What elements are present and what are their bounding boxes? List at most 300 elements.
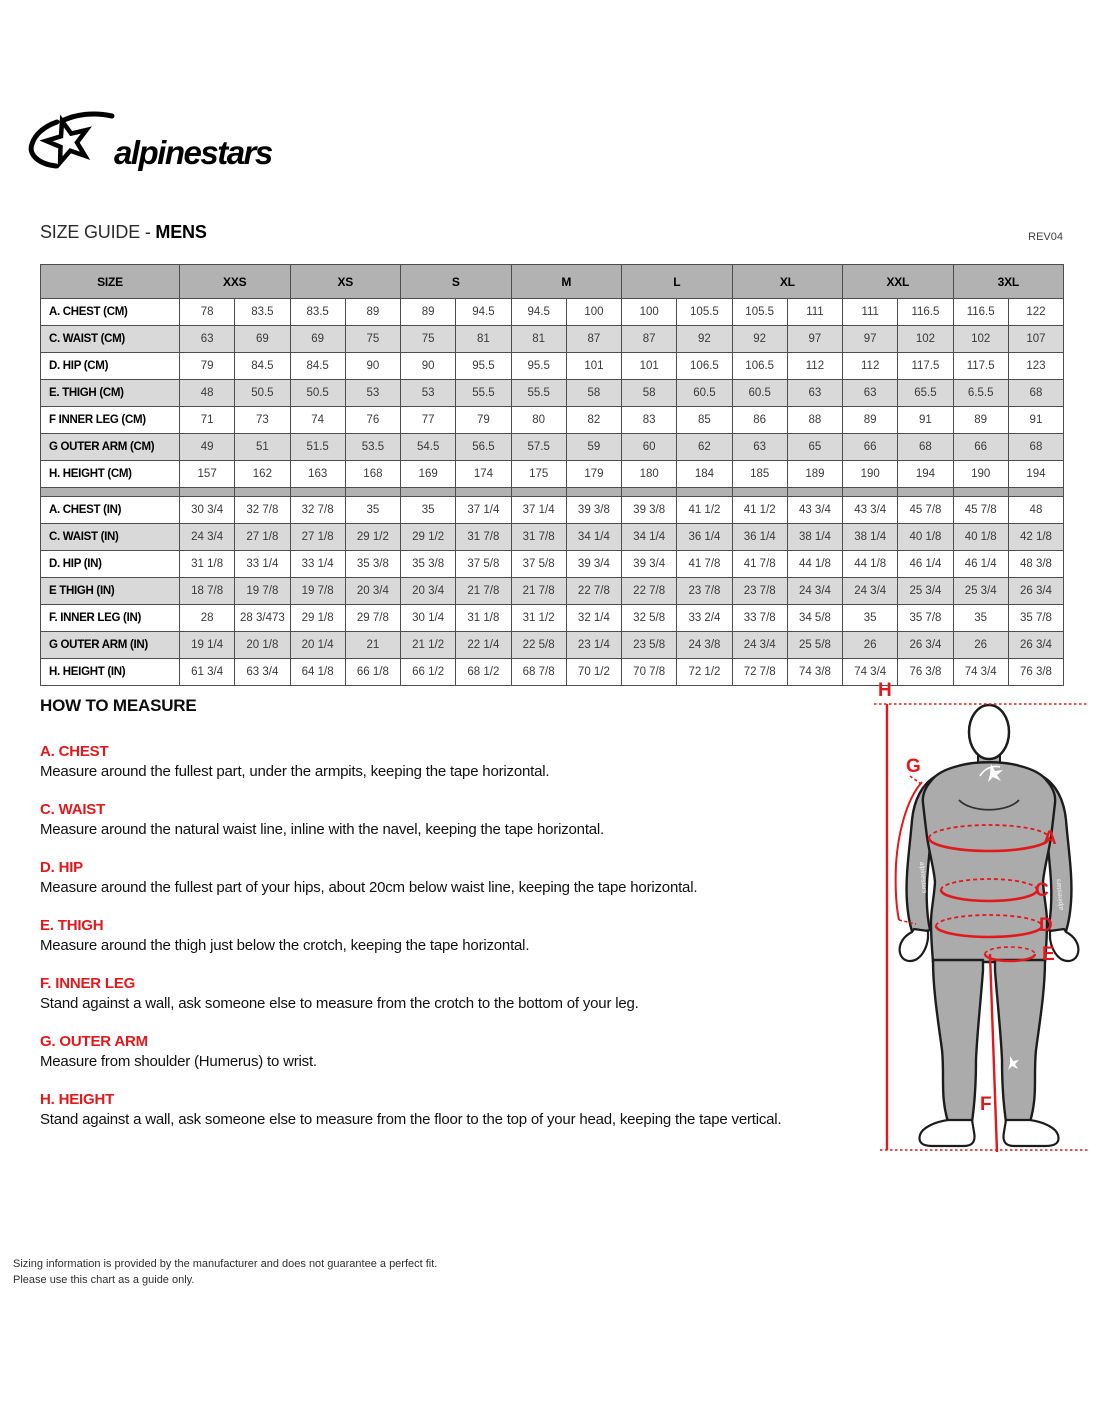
measure-item: [40, 801, 850, 838]
table-cell: 23 7/8: [677, 578, 732, 605]
table-cell: 48: [180, 380, 235, 407]
row-label: D. HIP (CM): [41, 353, 180, 380]
table-row: [41, 380, 1064, 407]
table-cell: 34 1/4: [622, 524, 677, 551]
table-cell: 68 7/8: [511, 659, 566, 686]
table-cell: 60.5: [732, 380, 787, 407]
table-cell: 30 1/4: [401, 605, 456, 632]
table-cell: 68: [898, 434, 953, 461]
table-cell: 25 3/4: [953, 578, 1008, 605]
logo-star-tail: [62, 114, 112, 121]
table-cell: 66 1/2: [401, 659, 456, 686]
table-cell: 31 1/8: [456, 605, 511, 632]
page-title-gender: MENS: [155, 222, 207, 242]
table-cell: 80: [511, 407, 566, 434]
table-cell: 24 3/4: [180, 524, 235, 551]
table-cell: 79: [180, 353, 235, 380]
table-cell: 31 1/8: [180, 551, 235, 578]
table-cell: 60: [622, 434, 677, 461]
table-cell: 30 3/4: [180, 497, 235, 524]
table-cell: 35 7/8: [1008, 605, 1063, 632]
table-cell: 68 1/2: [456, 659, 511, 686]
table-cell: 60.5: [677, 380, 732, 407]
measure-item-text: Measure around the fullest part, under the armpits, keeping the tape horizontal.: [40, 763, 550, 780]
table-cell: 41 1/2: [732, 497, 787, 524]
separator-cell: [622, 488, 677, 497]
table-cell: 44 1/8: [787, 551, 842, 578]
table-cell: 95.5: [511, 353, 566, 380]
table-cell: 40 1/8: [898, 524, 953, 551]
table-cell: 86: [732, 407, 787, 434]
table-cell: 20 3/4: [345, 578, 400, 605]
table-cell: 82: [566, 407, 621, 434]
table-cell: 111: [843, 299, 898, 326]
table-cell: 168: [345, 461, 400, 488]
table-cell: 89: [843, 407, 898, 434]
table-cell: 29 1/2: [345, 524, 400, 551]
table-cell: 46 1/4: [953, 551, 1008, 578]
table-cell: 100: [566, 299, 621, 326]
table-cell: 43 3/4: [843, 497, 898, 524]
table-cell: 94.5: [456, 299, 511, 326]
table-cell: 81: [456, 326, 511, 353]
table-cell: 23 7/8: [732, 578, 787, 605]
table-cell: 24 3/4: [732, 632, 787, 659]
table-cell: 40 1/8: [953, 524, 1008, 551]
table-cell: 185: [732, 461, 787, 488]
table-row: [41, 632, 1064, 659]
table-cell: 79: [456, 407, 511, 434]
column-header-xxs: XXS: [180, 265, 291, 299]
table-cell: 42 1/8: [1008, 524, 1063, 551]
measure-item-heading: C. WAIST: [40, 801, 106, 818]
row-label: D. HIP (IN): [41, 551, 180, 578]
measure-item-text: Measure around the thigh just below the crotch, keeping the tape horizontal.: [40, 937, 530, 954]
table-cell: 28: [180, 605, 235, 632]
table-cell: 53: [345, 380, 400, 407]
table-cell: 89: [953, 407, 1008, 434]
row-label: H. HEIGHT (CM): [41, 461, 180, 488]
footer-disclaimer: [13, 1256, 437, 1288]
table-cell: 83.5: [235, 299, 290, 326]
table-cell: 22 7/8: [622, 578, 677, 605]
row-label: C. WAIST (CM): [41, 326, 180, 353]
table-row: [41, 605, 1064, 632]
table-cell: 87: [566, 326, 621, 353]
revision-label: REV04: [1028, 231, 1063, 243]
table-row: [41, 524, 1064, 551]
figure-label-waist: C: [1035, 880, 1049, 901]
table-cell: 33 7/8: [732, 605, 787, 632]
footer-line-2: Please use this chart as a guide only.: [13, 1274, 195, 1286]
table-cell: 89: [401, 299, 456, 326]
row-label: H. HEIGHT (IN): [41, 659, 180, 686]
table-cell: 38 1/4: [843, 524, 898, 551]
table-cell: 66: [953, 434, 1008, 461]
table-cell: 29 1/8: [290, 605, 345, 632]
table-cell: 117.5: [898, 353, 953, 380]
table-cell: 76 3/8: [898, 659, 953, 686]
figure-head: [969, 705, 1009, 759]
table-cell: 35: [345, 497, 400, 524]
separator-cell: [677, 488, 732, 497]
table-cell: 190: [843, 461, 898, 488]
table-cell: 23 1/4: [566, 632, 621, 659]
table-cell: 23 5/8: [622, 632, 677, 659]
table-cell: 50.5: [235, 380, 290, 407]
row-label: E. THIGH (CM): [41, 380, 180, 407]
table-cell: 63: [787, 380, 842, 407]
table-cell: 64 1/8: [290, 659, 345, 686]
table-cell: 123: [1008, 353, 1063, 380]
table-cell: 68: [1008, 434, 1063, 461]
table-cell: 37 5/8: [511, 551, 566, 578]
separator-cell: [843, 488, 898, 497]
column-header-xl: XL: [732, 265, 843, 299]
table-cell: 157: [180, 461, 235, 488]
size-table: [40, 264, 1064, 686]
row-label: F. INNER LEG (IN): [41, 605, 180, 632]
figure-label-inner-leg: F: [980, 1094, 992, 1115]
column-header-s: S: [401, 265, 512, 299]
table-cell: 73: [235, 407, 290, 434]
table-cell: 194: [1008, 461, 1063, 488]
table-cell: 33 2/4: [677, 605, 732, 632]
table-cell: 22 5/8: [511, 632, 566, 659]
table-cell: 83.5: [290, 299, 345, 326]
how-to-measure-section: [40, 696, 850, 1149]
table-cell: 89: [345, 299, 400, 326]
table-cell: 75: [345, 326, 400, 353]
table-cell: 39 3/4: [566, 551, 621, 578]
table-cell: 74 3/4: [953, 659, 1008, 686]
table-cell: 90: [345, 353, 400, 380]
table-cell: 106.5: [732, 353, 787, 380]
measure-item-heading: D. HIP: [40, 859, 83, 876]
table-cell: 34 5/8: [787, 605, 842, 632]
table-cell: 46 1/4: [898, 551, 953, 578]
table-cell: 39 3/8: [622, 497, 677, 524]
table-cell: 179: [566, 461, 621, 488]
table-cell: 55.5: [456, 380, 511, 407]
table-cell: 31 7/8: [456, 524, 511, 551]
measure-item-heading: G. OUTER ARM: [40, 1033, 148, 1050]
table-cell: 163: [290, 461, 345, 488]
table-cell: 55.5: [511, 380, 566, 407]
table-cell: 61 3/4: [180, 659, 235, 686]
separator-cell: [235, 488, 290, 497]
separator-cell: [401, 488, 456, 497]
measure-item: [40, 1033, 850, 1070]
table-cell: 20 1/8: [235, 632, 290, 659]
table-cell: 97: [787, 326, 842, 353]
page-title-prefix: SIZE GUIDE -: [40, 222, 156, 242]
table-cell: 65: [787, 434, 842, 461]
table-cell: 87: [622, 326, 677, 353]
table-cell: 49: [180, 434, 235, 461]
table-cell: 21 7/8: [511, 578, 566, 605]
row-label: F INNER LEG (CM): [41, 407, 180, 434]
table-cell: 190: [953, 461, 1008, 488]
row-label: C. WAIST (IN): [41, 524, 180, 551]
figure-label-hip: D: [1039, 915, 1053, 936]
table-cell: 35 7/8: [898, 605, 953, 632]
table-cell: 91: [898, 407, 953, 434]
table-cell: 101: [622, 353, 677, 380]
table-row: [41, 407, 1064, 434]
table-cell: 36 1/4: [732, 524, 787, 551]
table-cell: 70 7/8: [622, 659, 677, 686]
table-cell: 57.5: [511, 434, 566, 461]
separator-cell: [732, 488, 787, 497]
figure-left-leg: [933, 960, 983, 1122]
table-cell: 69: [235, 326, 290, 353]
table-cell: 71: [180, 407, 235, 434]
table-cell: 101: [566, 353, 621, 380]
table-cell: 88: [787, 407, 842, 434]
outer-arm-leader-top: [910, 776, 924, 786]
table-cell: 41 7/8: [732, 551, 787, 578]
figure-label-outer-arm: G: [906, 756, 921, 777]
column-header-l: L: [622, 265, 733, 299]
logo-wordmark: alpinestars: [114, 134, 272, 171]
table-cell: 25 3/4: [898, 578, 953, 605]
table-cell: 84.5: [290, 353, 345, 380]
table-cell: 189: [787, 461, 842, 488]
table-cell: 50.5: [290, 380, 345, 407]
table-cell: 28 3/473: [235, 605, 290, 632]
table-cell: 22 7/8: [566, 578, 621, 605]
table-cell: 19 7/8: [290, 578, 345, 605]
figure-right-foot: [1003, 1120, 1058, 1146]
table-cell: 26 3/4: [1008, 632, 1063, 659]
table-cell: 105.5: [732, 299, 787, 326]
table-cell: 62: [677, 434, 732, 461]
title-row: [40, 222, 1063, 243]
table-cell: 21: [345, 632, 400, 659]
table-cell: 74: [290, 407, 345, 434]
table-cell: 83: [622, 407, 677, 434]
table-cell: 6.5.5: [953, 380, 1008, 407]
table-cell: 116.5: [898, 299, 953, 326]
measure-item-text: Measure around the fullest part of your hips, about 20cm below waist line, keeping the tape horizontal.: [40, 879, 698, 896]
measure-item: [40, 743, 850, 780]
table-cell: 72 1/2: [677, 659, 732, 686]
measure-item-text: Measure around the natural waist line, inline with the navel, keeping the tape horizontal.: [40, 821, 605, 838]
column-header-xs: XS: [290, 265, 401, 299]
table-cell: 24 3/4: [843, 578, 898, 605]
table-cell: 95.5: [456, 353, 511, 380]
table-cell: 111: [787, 299, 842, 326]
how-to-measure-title: HOW TO MEASURE: [40, 696, 197, 715]
table-cell: 58: [566, 380, 621, 407]
table-cell: 112: [787, 353, 842, 380]
separator-cell: [511, 488, 566, 497]
page-title: [40, 222, 207, 243]
separator-cell: [456, 488, 511, 497]
table-cell: 37 5/8: [456, 551, 511, 578]
table-cell: 19 1/4: [180, 632, 235, 659]
table-cell: 51: [235, 434, 290, 461]
table-cell: 20 3/4: [401, 578, 456, 605]
table-row: [41, 461, 1064, 488]
table-cell: 53.5: [345, 434, 400, 461]
table-cell: 100: [622, 299, 677, 326]
table-cell: 36 1/4: [677, 524, 732, 551]
table-cell: 41 1/2: [677, 497, 732, 524]
table-cell: 58: [622, 380, 677, 407]
table-cell: 112: [843, 353, 898, 380]
separator-cell: [898, 488, 953, 497]
separator-cell: [566, 488, 621, 497]
alpinestars-logo: [26, 104, 286, 196]
table-cell: 70 1/2: [566, 659, 621, 686]
table-cell: 92: [677, 326, 732, 353]
table-row: [41, 299, 1064, 326]
table-cell: 33 1/4: [235, 551, 290, 578]
separator-cell: [345, 488, 400, 497]
table-cell: 32 7/8: [290, 497, 345, 524]
table-cell: 35: [401, 497, 456, 524]
table-cell: 24 3/4: [787, 578, 842, 605]
column-header-size: SIZE: [41, 265, 180, 299]
measure-item-text: Stand against a wall, ask someone else to measure from the floor to the top of your head, keeping the tape vertical.: [40, 1111, 782, 1128]
table-cell: 27 1/8: [235, 524, 290, 551]
table-cell: 21 1/2: [401, 632, 456, 659]
table-cell: 25 5/8: [787, 632, 842, 659]
table-cell: 37 1/4: [456, 497, 511, 524]
table-row: [41, 497, 1064, 524]
table-cell: 51.5: [290, 434, 345, 461]
table-cell: 84.5: [235, 353, 290, 380]
table-cell: 26: [953, 632, 1008, 659]
table-cell: 76: [345, 407, 400, 434]
table-cell: 24 3/8: [677, 632, 732, 659]
table-cell: 59: [566, 434, 621, 461]
table-cell: 31 1/2: [511, 605, 566, 632]
table-cell: 18 7/8: [180, 578, 235, 605]
figure-label-thigh: E: [1042, 944, 1055, 965]
row-label: E THIGH (IN): [41, 578, 180, 605]
table-row: [41, 551, 1064, 578]
table-cell: 63: [732, 434, 787, 461]
table-cell: 66: [843, 434, 898, 461]
measure-item: [40, 917, 850, 954]
logo-star: [46, 121, 86, 163]
table-cell: 39 3/8: [566, 497, 621, 524]
body-figure-graphic: [858, 674, 1098, 1198]
table-cell: 184: [677, 461, 732, 488]
table-cell: 38 1/4: [787, 524, 842, 551]
table-cell: 102: [953, 326, 1008, 353]
table-cell: 63: [180, 326, 235, 353]
table-cell: 102: [898, 326, 953, 353]
table-cell: 116.5: [953, 299, 1008, 326]
measure-items: [40, 743, 850, 1128]
table-cell: 26: [843, 632, 898, 659]
table-cell: 35 3/8: [345, 551, 400, 578]
table-cell: 26 3/4: [898, 632, 953, 659]
table-cell: 68: [1008, 380, 1063, 407]
table-cell: 175: [511, 461, 566, 488]
row-label: A. CHEST (IN): [41, 497, 180, 524]
table-cell: 85: [677, 407, 732, 434]
measure-item-text: Stand against a wall, ask someone else to measure from the crotch to the bottom of your leg.: [40, 995, 639, 1012]
figure-left-hand: [900, 929, 928, 961]
table-cell: 76 3/8: [1008, 659, 1063, 686]
table-cell: 63 3/4: [235, 659, 290, 686]
table-cell: 48: [1008, 497, 1063, 524]
table-cell: 66 1/8: [345, 659, 400, 686]
measure-item-heading: E. THIGH: [40, 917, 104, 934]
table-cell: 22 1/4: [456, 632, 511, 659]
table-cell: 29 7/8: [345, 605, 400, 632]
table-cell: 56.5: [456, 434, 511, 461]
row-label: G OUTER ARM (CM): [41, 434, 180, 461]
table-cell: 81: [511, 326, 566, 353]
table-cell: 174: [456, 461, 511, 488]
unit-separator-row: [41, 488, 1064, 497]
row-label: G OUTER ARM (IN): [41, 632, 180, 659]
table-cell: 43 3/4: [787, 497, 842, 524]
right-forearm-brand-text: alpinestars: [1055, 878, 1065, 911]
table-cell: 94.5: [511, 299, 566, 326]
table-cell: 45 7/8: [953, 497, 1008, 524]
table-cell: 53: [401, 380, 456, 407]
table-cell: 169: [401, 461, 456, 488]
table-cell: 107: [1008, 326, 1063, 353]
table-cell: 27 1/8: [290, 524, 345, 551]
column-header-m: M: [511, 265, 622, 299]
table-row: [41, 326, 1064, 353]
table-row: [41, 434, 1064, 461]
figure-label-chest: A: [1043, 828, 1057, 849]
table-cell: 78: [180, 299, 235, 326]
table-cell: 45 7/8: [898, 497, 953, 524]
measure-item: [40, 975, 850, 1012]
table-cell: 32 7/8: [235, 497, 290, 524]
measure-item-text: Measure from shoulder (Humerus) to wrist.: [40, 1053, 317, 1070]
table-cell: 32 5/8: [622, 605, 677, 632]
table-cell: 69: [290, 326, 345, 353]
table-cell: 92: [732, 326, 787, 353]
table-row: [41, 578, 1064, 605]
table-cell: 74 3/8: [787, 659, 842, 686]
table-cell: 21 7/8: [456, 578, 511, 605]
figure-label-height: H: [878, 680, 892, 701]
measure-item: [40, 859, 850, 896]
table-cell: 106.5: [677, 353, 732, 380]
column-header-3xl: 3XL: [953, 265, 1064, 299]
table-row: [41, 353, 1064, 380]
table-cell: 74 3/4: [843, 659, 898, 686]
measure-item-heading: F. INNER LEG: [40, 975, 136, 992]
left-forearm-brand-text: alpinestars: [918, 861, 928, 894]
table-cell: 54.5: [401, 434, 456, 461]
figure-right-leg: [995, 960, 1045, 1122]
measure-item-heading: A. CHEST: [40, 743, 109, 760]
table-cell: 77: [401, 407, 456, 434]
separator-cell: [953, 488, 1008, 497]
table-cell: 65.5: [898, 380, 953, 407]
separator-cell: [41, 488, 180, 497]
table-cell: 162: [235, 461, 290, 488]
row-label: A. CHEST (CM): [41, 299, 180, 326]
table-cell: 105.5: [677, 299, 732, 326]
table-cell: 20 1/4: [290, 632, 345, 659]
measure-item-heading: H. HEIGHT: [40, 1091, 115, 1108]
table-cell: 29 1/2: [401, 524, 456, 551]
